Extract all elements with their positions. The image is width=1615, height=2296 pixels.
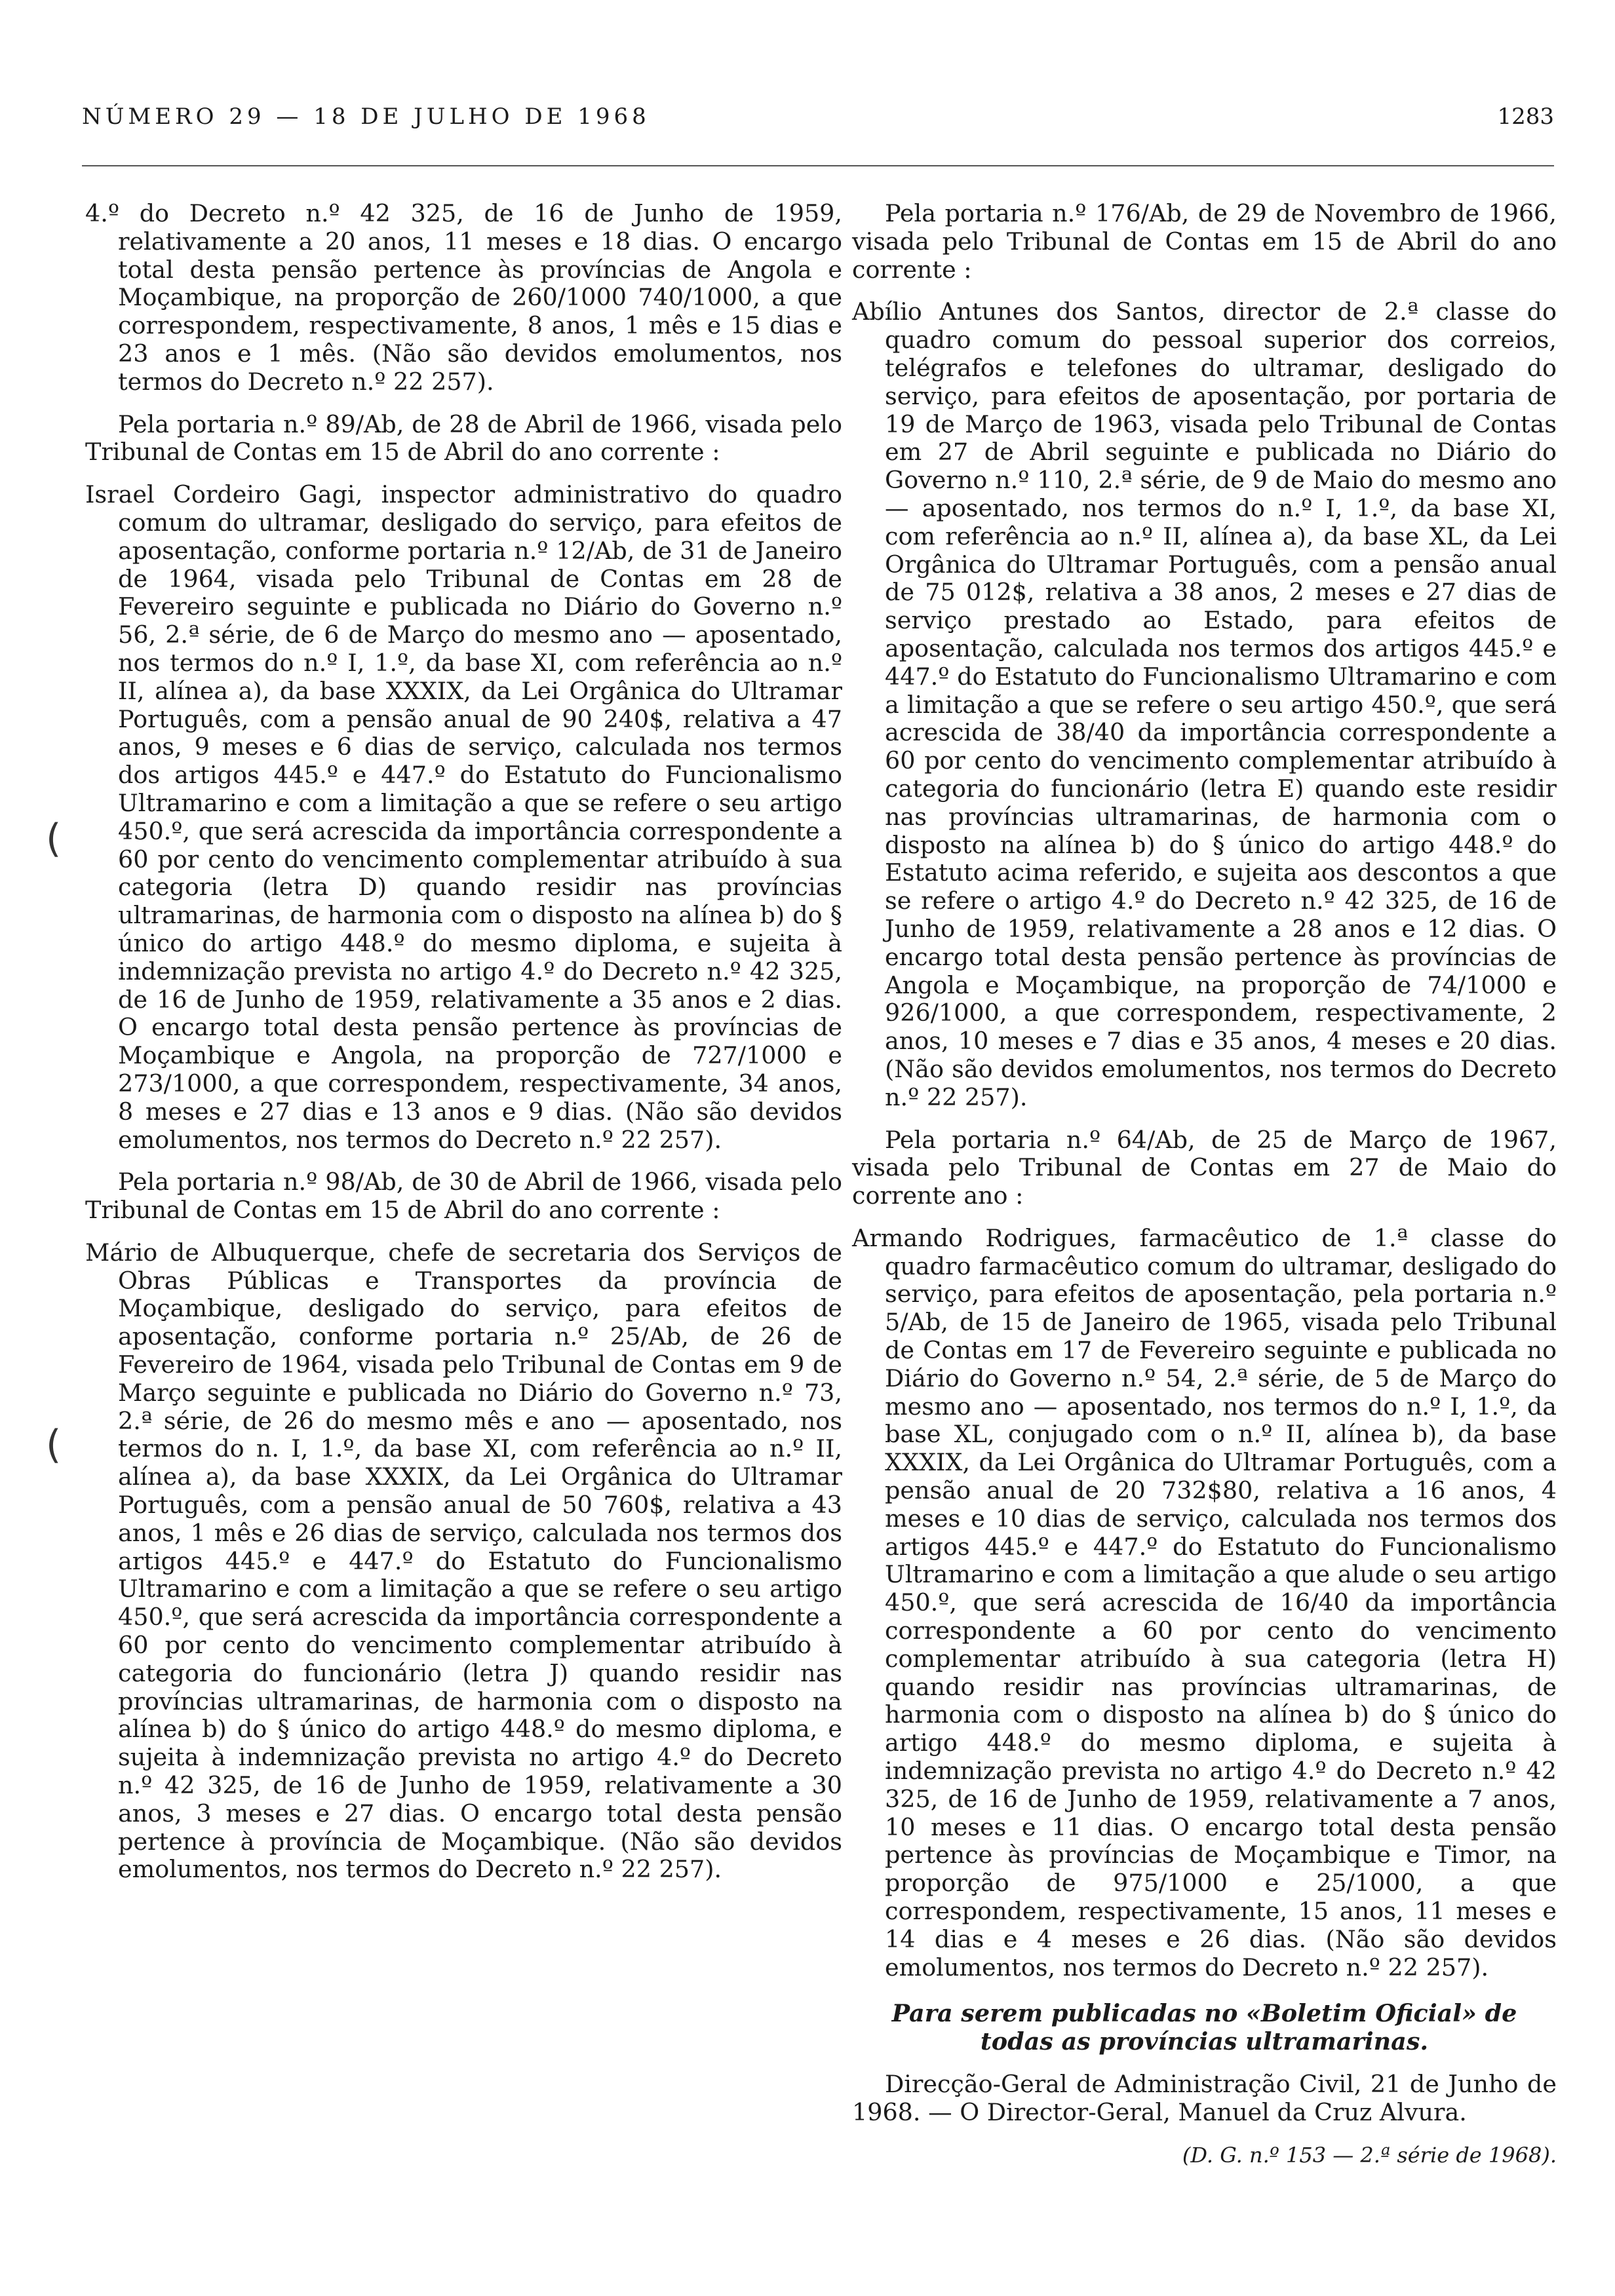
portaria-heading: Pela portaria n.º 98/Ab, de 30 de Abril de 1966, visada pelo Tribunal de Contas em 15 de Abril do ano corrente : xyxy=(85,1168,842,1225)
left-column xyxy=(85,200,842,1898)
signature-line: Direcção-Geral de Administração Civil, 21 de Junho de 1968. — O Director-Geral, Manuel da Cruz Alvura. xyxy=(852,2070,1557,2126)
issue-heading: NÚMERO 29 — 18 DE JULHO DE 1968 xyxy=(82,104,650,130)
portaria-heading: Pela portaria n.º 64/Ab, de 25 de Março de 1967, visada pelo Tribunal de Contas em 27 de Maio do corrente ano : xyxy=(852,1125,1557,1210)
paragraph: 4.º do Decreto n.º 42 325, de 16 de Junho de 1959, relativamente a 20 anos, 11 meses e 18 dias. O encargo total desta pensão pertence às províncias de Angola e Moçambique, na proporção de 260/1000 740/1000, a que correspondem, respectivamente, 8 anos, 1 mês e 15 dias e 23 anos e 1 mês. (Não são devidos emolumentos, nos termos do Decreto n.º 22 257). xyxy=(85,199,842,396)
paragraph: Mário de Albuquerque, chefe de secretaria dos Serviços de Obras Públicas e Transportes da província de Moçambique, desligado do serviço, para efeitos de aposentação, conforme portaria n.º 25/Ab, de 26 de Fevereiro de 1964, visada pelo Tribunal de Contas em 9 de Março seguinte e publicada no Diário do Governo n.º 73, 2.ª série, de 26 do mesmo mês e ano — aposentado, nos termos do n. I, 1.º, da base XI, com referência ao n.º II, alínea a), da base XXXIX, da Lei Orgânica do Ultramar Português, com a pensão anual de 50 760$, relativa a 43 anos, 1 mês e 26 dias de serviço, calculada nos termos dos artigos 445.º e 447.º do Estatuto do Funcionalismo Ultramarino e com a limitação a que se refere o seu artigo 450.º, que será acrescida da importância correspondente a 60 por cento do vencimento complementar atribuído à categoria do funcionário (letra J) quando residir nas províncias ultramarinas, de harmonia com o disposto na alínea b) do § único do artigo 448.º do mesmo diploma, e sujeita à indemnização prevista no artigo 4.º do Decreto n.º 42 325, de 16 de Junho de 1959, relativamente a 30 anos, 3 meses e 27 dias. O encargo total desta pensão pertence à província de Moçambique. (Não são devidos emolumentos, nos termos do Decreto n.º 22 257). xyxy=(85,1238,842,1884)
margin-mark: ( xyxy=(46,816,62,862)
page-number: 1283 xyxy=(1497,104,1554,130)
header-rule xyxy=(82,165,1554,166)
page-header xyxy=(82,104,1554,136)
paragraph: Armando Rodrigues, farmacêutico de 1.ª classe do quadro farmacêutico comum do ultramar, desligado do serviço, para efeitos de aposentação, pela portaria n.º 5/Ab, de 15 de Janeiro de 1965, visada pelo Tribunal de Contas em 17 de Fevereiro seguinte e publicada no Diário do Governo n.º 54, 2.ª série, de 5 de Março do mesmo ano — aposentado, nos termos do n.º I, 1.º, da base XL, conjugado com o n.º II, alínea b), da base XXXIX, da Lei Orgânica do Ultramar Português, com a pensão anual de 20 732$80, relativa a 16 anos, 4 meses e 10 dias de serviço, calculada nos termos dos artigos 445.º e 447.º do Estatuto do Funcionalismo Ultramarino e com a limitação a que alude o seu artigo 450.º, que será acrescida de 16/40 da importância correspondente a 60 por cento do vencimento complementar atribuído à sua categoria (letra H) quando residir nas províncias ultramarinas, de harmonia com o disposto na alínea b) do § único do artigo 448.º do mesmo diploma, e sujeita à indemnização prevista no artigo 4.º do Decreto n.º 42 325, de 16 de Junho de 1959, relativamente a 7 anos, 10 meses e 11 dias. O encargo total desta pensão pertence às províncias de Moçambique e Timor, na proporção de 975/1000 e 25/1000, a que correspondem, respectivamente, 15 anos, 11 meses e 14 dias e 4 meses e 26 dias. (Não são devidos emolumentos, nos termos do Decreto n.º 22 257). xyxy=(852,1223,1557,1981)
right-column xyxy=(852,200,1557,2183)
portaria-heading: Pela portaria n.º 89/Ab, de 28 de Abril de 1966, visada pelo Tribunal de Contas em 15 de Abril do ano corrente : xyxy=(85,410,842,467)
publication-note: Para serem publicadas no «Boletim Oficial» de todas as províncias ultramarinas. xyxy=(891,1999,1517,2056)
paragraph: Abílio Antunes dos Santos, director de 2.ª classe do quadro comum do pessoal superior dos correios, telégrafos e telefones do ultramar, desligado do serviço, para efeitos de aposentação, por portaria de 19 de Março de 1963, visada pelo Tribunal de Contas em 27 de Abril seguinte e publicada no Diário do Governo n.º 110, 2.ª série, de 9 de Maio do mesmo ano — aposentado, nos termos do n.º I, 1.º, da base XI, com referência ao n.º II, alínea a), da base XL, da Lei Orgânica do Ultramar Português, com a pensão anual de 75 012$, relativa a 38 anos, 2 meses e 27 dias de serviço prestado ao Estado, para efeitos de aposentação, calculada nos termos dos artigos 445.º e 447.º do Estatuto do Funcionalismo Ultramarino e com a limitação a que se refere o seu artigo 450.º, que será acrescida de 38/40 da importância correspondente a 60 por cento do vencimento complementar atribuído à categoria do funcionário (letra E) quando este residir nas províncias ultramarinas, de harmonia com o disposto na alínea b) do § único do artigo 448.º do Estatuto acima referido, e sujeita aos descontos a que se refere o artigo 4.º do Decreto n.º 42 325, de 16 de Junho de 1959, relativamente a 28 anos e 12 dias. O encargo total desta pensão pertence às províncias de Angola e Moçambique, na proporção de 74/1000 e 926/1000, a que correspondem, respectivamente, 2 anos, 10 meses e 7 dias e 35 anos, 4 meses e 20 dias. (Não são devidos emolumentos, nos termos do Decreto n.º 22 257). xyxy=(852,297,1557,1111)
margin-mark: ( xyxy=(46,1422,62,1468)
paragraph: Israel Cordeiro Gagi, inspector administrativo do quadro comum do ultramar, desligado do serviço, para efeitos de aposentação, conforme portaria n.º 12/Ab, de 31 de Janeiro de 1964, visada pelo Tribunal de Contas em 28 de Fevereiro seguinte e publicada no Diário do Governo n.º 56, 2.ª série, de 6 de Março do mesmo ano — aposentado, nos termos do n.º I, 1.º, da base XI, com referência ao n.º II, alínea a), da base XXXIX, da Lei Orgânica do Ultramar Português, com a pensão anual de 90 240$, relativa a 47 anos, 9 meses e 6 dias de serviço, calculada nos termos dos artigos 445.º e 447.º do Estatuto do Funcionalismo Ultramarino e com a limitação a que se refere o seu artigo 450.º, que será acrescida da importância correspondente a 60 por cento do vencimento complementar atribuído à sua categoria (letra D) quando residir nas províncias ultramarinas, de harmonia com o disposto na alínea b) do § único do artigo 448.º do mesmo diploma, e sujeita à indemnização prevista no artigo 4.º do Decreto n.º 42 325, de 16 de Junho de 1959, relativamente a 35 anos e 2 dias. O encargo total desta pensão pertence às províncias de Moçambique e Angola, na proporção de 727/1000 e 273/1000, a que correspondem, respectivamente, 34 anos, 8 meses e 27 dias e 13 anos e 9 dias. (Não são devidos emolumentos, nos termos do Decreto n.º 22 257). xyxy=(85,480,842,1154)
source-reference: (D. G. n.º 153 — 2.ª série de 1968). xyxy=(1182,2142,1557,2168)
portaria-heading: Pela portaria n.º 176/Ab, de 29 de Novembro de 1966, visada pelo Tribunal de Contas em 15 de Abril do ano corrente : xyxy=(852,199,1557,284)
